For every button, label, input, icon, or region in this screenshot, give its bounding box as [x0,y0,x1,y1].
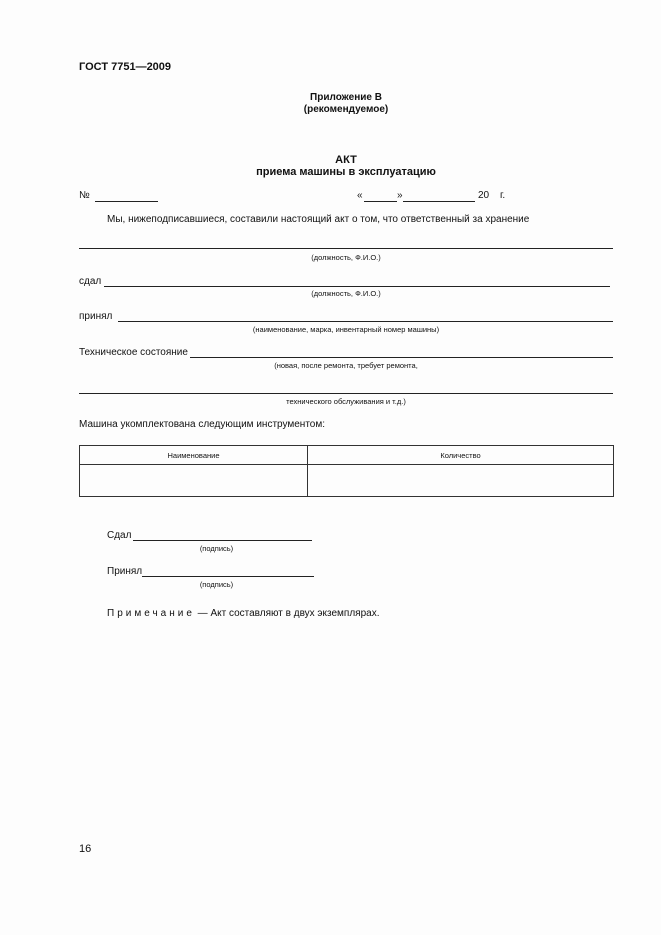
date-day-line[interactable] [364,201,397,202]
standard-header: ГОСТ 7751—2009 [79,61,172,73]
handed-person-line[interactable] [104,286,610,287]
date-month-line[interactable] [403,201,475,202]
technical-condition-label: Техническое состояние [79,347,188,358]
technical-condition-line-1[interactable] [190,357,613,358]
date-year-prefix: 20 [478,190,490,201]
handed-signature-line[interactable] [133,540,312,541]
note [107,608,380,619]
caption-signature-1: (подпись) [199,544,234,553]
table-header-quantity: Количество [308,446,614,465]
date-quote-close: » [397,190,403,201]
caption-condition-2: технического обслуживания и т.д.) [286,397,406,406]
handed-sign-label: Сдал [107,530,132,541]
caption-condition-1: (новая, после ремонта, требует ремонта, [274,361,418,370]
technical-condition-line-2[interactable] [79,393,613,394]
table-header-name: Наименование [80,446,308,465]
act-title: АКТ [335,154,357,166]
received-signature-line[interactable] [142,576,314,577]
caption-position-name-1: (должность, Ф.И.О.) [311,253,381,262]
appendix-title: Приложение В [310,92,382,103]
page-number: 16 [79,843,92,855]
number-field-line[interactable] [95,201,158,202]
caption-position-name-2: (должность, Ф.И.О.) [311,289,381,298]
responsible-person-line[interactable] [79,248,613,249]
table-row [80,465,614,497]
table-header-row [80,446,614,465]
intro-text: Мы, нижеподписавшиеся, составили настоящий акт о том, что ответственный за хранение [107,214,530,225]
table-cell-quantity[interactable] [308,465,614,497]
tools-table [79,445,614,497]
table-cell-name[interactable] [80,465,308,497]
date-year-suffix: г. [500,190,506,201]
tools-intro-text: Машина укомплектована следующим инструментом: [79,419,325,430]
appendix-subtitle: (рекомендуемое) [303,104,389,115]
received-label: принял [79,311,113,322]
handed-label: сдал [79,276,102,287]
number-label: № [79,190,90,201]
note-text: — Акт составляют в двух экземплярах. [194,608,380,619]
machine-info-line[interactable] [118,321,613,322]
received-sign-label: Принял [107,566,143,577]
caption-machine-info: (наименование, марка, инвентарный номер машины) [252,325,440,334]
date-quote-open: « [357,190,363,201]
note-label: Примечание [107,608,195,619]
caption-signature-2: (подпись) [199,580,234,589]
act-subtitle: приема машины в эксплуатацию [256,166,436,178]
